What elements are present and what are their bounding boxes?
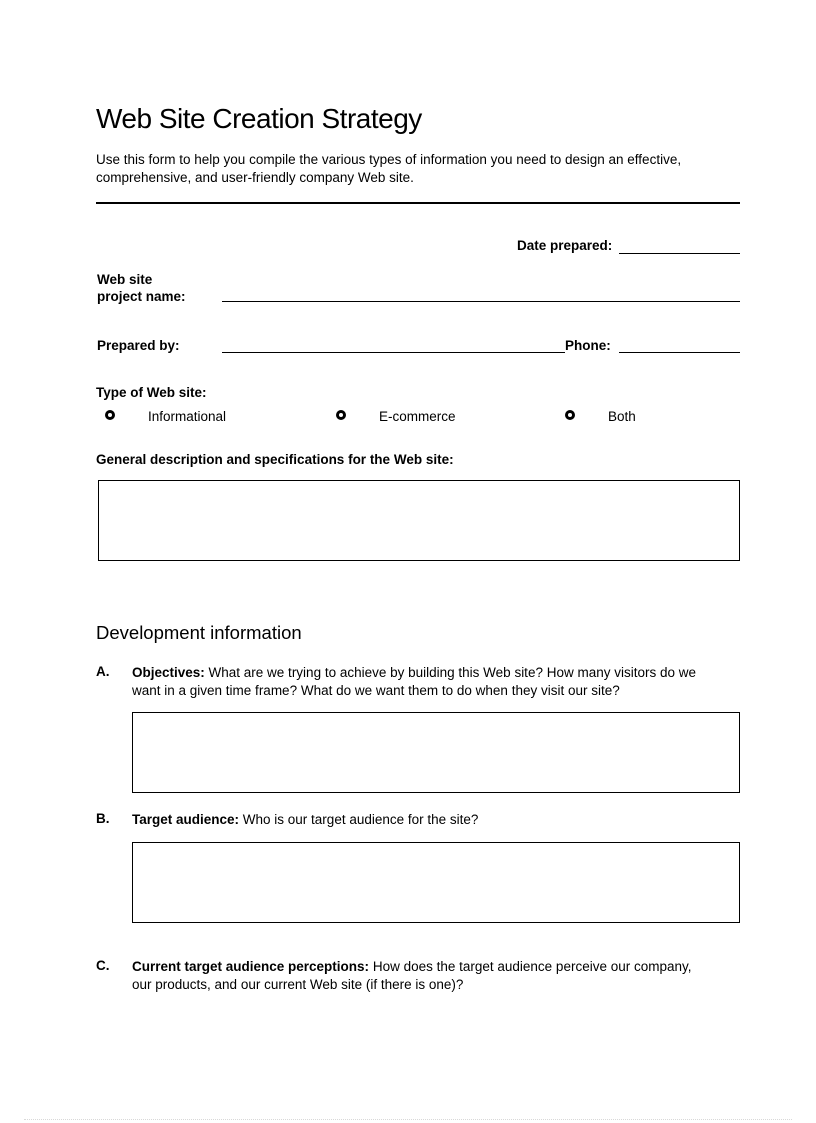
page-title: Web Site Creation Strategy [96, 103, 422, 134]
target-audience-label: Target audience: [132, 812, 240, 827]
target-audience-box[interactable] [132, 842, 740, 923]
objectives-box[interactable] [132, 712, 740, 793]
development-heading: Development information [96, 622, 302, 643]
header-divider [96, 202, 740, 204]
perceptions-text: How does the target audience perceive our company, our products, and our current Web site (if there is one)? [132, 959, 692, 992]
objectives-label: Objectives: [132, 665, 205, 680]
item-a-letter: A. [96, 664, 110, 679]
radio-informational[interactable] [105, 410, 115, 420]
radio-both[interactable] [565, 410, 575, 420]
project-name-label-line1: Web site [97, 272, 153, 287]
perceptions-question [132, 958, 712, 994]
radio-ecommerce[interactable] [336, 410, 346, 420]
date-prepared-label: Date prepared: [517, 238, 613, 253]
phone-field[interactable] [619, 352, 740, 353]
project-name-field[interactable] [222, 301, 740, 302]
target-audience-question [132, 811, 712, 829]
project-name-label-line2: project name: [97, 289, 186, 304]
option-both-label: Both [608, 409, 636, 424]
date-prepared-field[interactable] [619, 253, 740, 254]
site-type-label: Type of Web site: [96, 385, 207, 400]
option-informational-label: Informational [148, 409, 227, 424]
prepared-by-label: Prepared by: [97, 338, 180, 353]
option-ecommerce-label: E-commerce [379, 409, 456, 424]
target-audience-text: Who is our target audience for the site? [239, 812, 479, 827]
item-b-letter: B. [96, 811, 110, 826]
intro-text: Use this form to help you compile the various types of information you need to design an effective, comprehensive, and user-friendly company Web site. [96, 152, 682, 185]
page-bottom-edge [24, 1119, 792, 1120]
phone-label: Phone: [565, 338, 611, 353]
objectives-question [132, 664, 712, 700]
objectives-text: What are we trying to achieve by building this Web site? How many visitors do we want in a given time frame? What do we want them to do when they visit our site? [132, 665, 697, 698]
general-description-label: General description and specifications for the Web site: [96, 452, 454, 467]
item-c-letter: C. [96, 958, 110, 973]
perceptions-label: Current target audience perceptions: [132, 959, 370, 974]
general-description-box[interactable] [98, 480, 740, 561]
prepared-by-field[interactable] [222, 352, 565, 353]
